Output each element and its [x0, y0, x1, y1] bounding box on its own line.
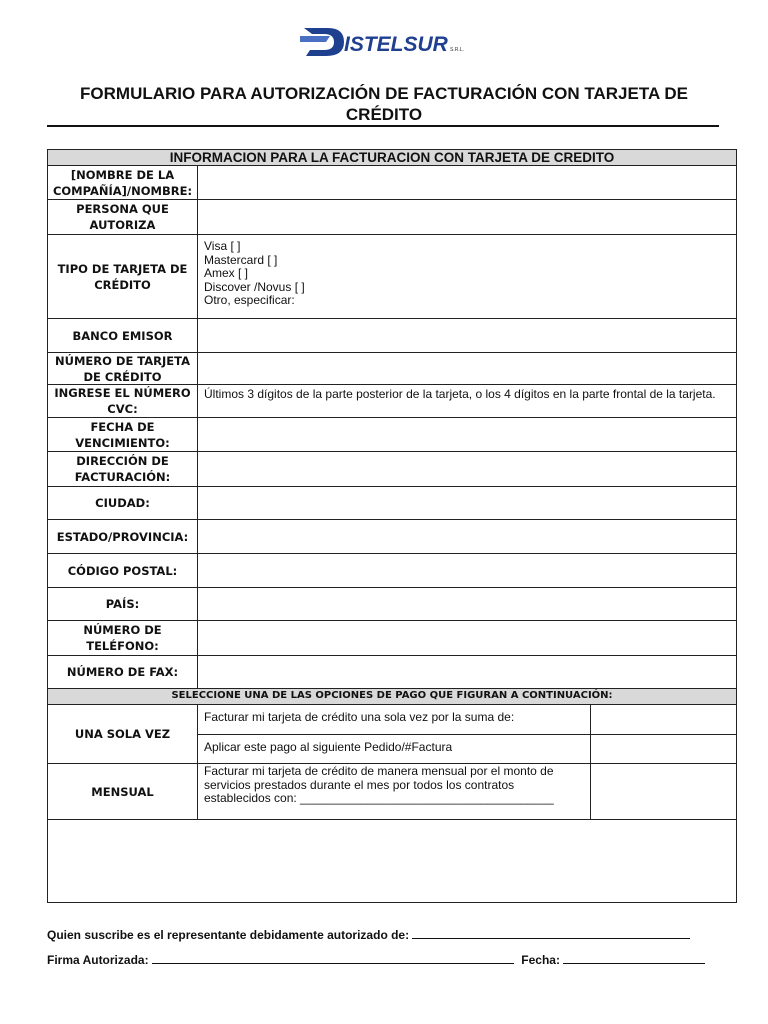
row-expiry — [48, 418, 736, 452]
form-title: FORMULARIO PARA AUTORIZACIÓN DE FACTURACIÓN CON TARJETA DE CRÉDITO — [80, 84, 688, 124]
label-city: CIUDAD: — [48, 487, 198, 519]
option-discover[interactable]: Discover /Novus [ ] — [204, 279, 305, 294]
option-other[interactable]: Otro, especificar: — [204, 293, 295, 308]
row-card-number — [48, 353, 736, 385]
label-company: [NOMBRE DE LA COMPAÑÍA]/NOMBRE: — [48, 166, 198, 199]
option-mastercard[interactable]: Mastercard [ ] — [204, 252, 278, 267]
input-bank[interactable] — [198, 319, 736, 352]
label-cvc: INGRESE EL NÚMERO CVC: — [48, 385, 198, 417]
row-fax — [48, 656, 736, 689]
row-city — [48, 487, 736, 520]
once-option-2 — [198, 735, 736, 763]
notes-area[interactable] — [48, 820, 736, 902]
once-option-2-text: Aplicar este pago al siguiente Pedido/#Factura — [198, 735, 591, 763]
row-phone — [48, 621, 736, 656]
row-postal — [48, 554, 736, 588]
label-fax: NÚMERO DE FAX: — [48, 656, 198, 688]
company-logo — [300, 22, 480, 62]
footer-signature-line — [47, 953, 722, 967]
representative-input[interactable] — [412, 928, 690, 939]
once-amount-input[interactable] — [591, 705, 736, 734]
input-postal[interactable] — [198, 554, 736, 587]
label-country: PAÍS: — [48, 588, 198, 620]
input-country[interactable] — [198, 588, 736, 620]
title-divider — [47, 125, 719, 127]
input-state[interactable] — [198, 520, 736, 553]
row-bank — [48, 319, 736, 353]
label-postal: CÓDIGO POSTAL: — [48, 554, 198, 587]
section-header-payment-options: SELECCIONE UNA DE LAS OPCIONES DE PAGO QUE FIGURAN A CONTINUACIÓN: — [48, 689, 736, 705]
monthly-amount-input[interactable] — [591, 764, 736, 819]
input-card-number[interactable] — [198, 353, 736, 384]
label-card-type: TIPO DE TARJETA DE CRÉDITO — [48, 235, 198, 318]
label-monthly: MENSUAL — [48, 764, 198, 819]
label-phone: NÚMERO DE TELÉFONO: — [48, 621, 198, 655]
row-once — [48, 705, 736, 764]
row-state — [48, 520, 736, 554]
signature-label: Firma Autorizada: — [47, 953, 149, 967]
label-billing-address: DIRECCIÓN DE FACTURACIÓN: — [48, 452, 198, 486]
once-option-1-text: Facturar mi tarjeta de crédito una sola vez por la suma de: — [198, 705, 591, 734]
footer-representative-line — [47, 928, 722, 942]
option-visa[interactable]: Visa [ ] — [204, 239, 241, 253]
logo-suffix: S.R.L. — [450, 47, 464, 53]
label-once: UNA SOLA VEZ — [48, 705, 198, 763]
monthly-option — [198, 764, 736, 819]
representative-label: Quien suscribe es el representante debidamente autorizado de: — [47, 928, 410, 942]
section-header-billing-info: INFORMACION PARA LA FACTURACION CON TARJETA DE CREDITO — [48, 150, 736, 166]
input-phone[interactable] — [198, 621, 736, 655]
option-amex[interactable]: Amex [ ] — [204, 266, 249, 281]
label-card-number: NÚMERO DE TARJETA DE CRÉDITO — [48, 353, 198, 384]
date-input[interactable] — [563, 953, 705, 964]
once-option-1 — [198, 705, 736, 735]
billing-form — [47, 149, 737, 903]
input-billing-address[interactable] — [198, 452, 736, 486]
row-billing-address — [48, 452, 736, 487]
row-country — [48, 588, 736, 621]
card-type-options — [198, 235, 736, 318]
signature-input[interactable] — [152, 953, 514, 964]
cvc-hint[interactable]: Últimos 3 dígitos de la parte posterior de la tarjeta, o los 4 dígitos en la parte frontal de la tarjeta. — [204, 387, 716, 401]
label-bank: BANCO EMISOR — [48, 319, 198, 352]
row-monthly — [48, 764, 736, 820]
date-label: Fecha: — [521, 953, 560, 967]
input-fax[interactable] — [198, 656, 736, 688]
row-cvc — [48, 385, 736, 418]
label-state: ESTADO/PROVINCIA: — [48, 520, 198, 553]
row-authorizer — [48, 200, 736, 235]
logo-text: ISTELSUR — [344, 33, 448, 56]
row-card-type — [48, 235, 736, 319]
input-expiry[interactable] — [198, 418, 736, 451]
label-authorizer: PERSONA QUE AUTORIZA — [48, 200, 198, 234]
distelsur-logo-mark — [300, 22, 480, 62]
monthly-option-text: Facturar mi tarjeta de crédito de manera mensual por el monto de servicios prestados durante el mes por todos los contratos establecidos con: ______________________________________ — [198, 764, 591, 819]
row-company — [48, 166, 736, 200]
input-company[interactable] — [198, 166, 736, 199]
label-expiry: FECHA DE VENCIMIENTO: — [48, 418, 198, 451]
invoice-number-input[interactable] — [591, 735, 736, 763]
input-city[interactable] — [198, 487, 736, 519]
input-authorizer[interactable] — [198, 200, 736, 234]
